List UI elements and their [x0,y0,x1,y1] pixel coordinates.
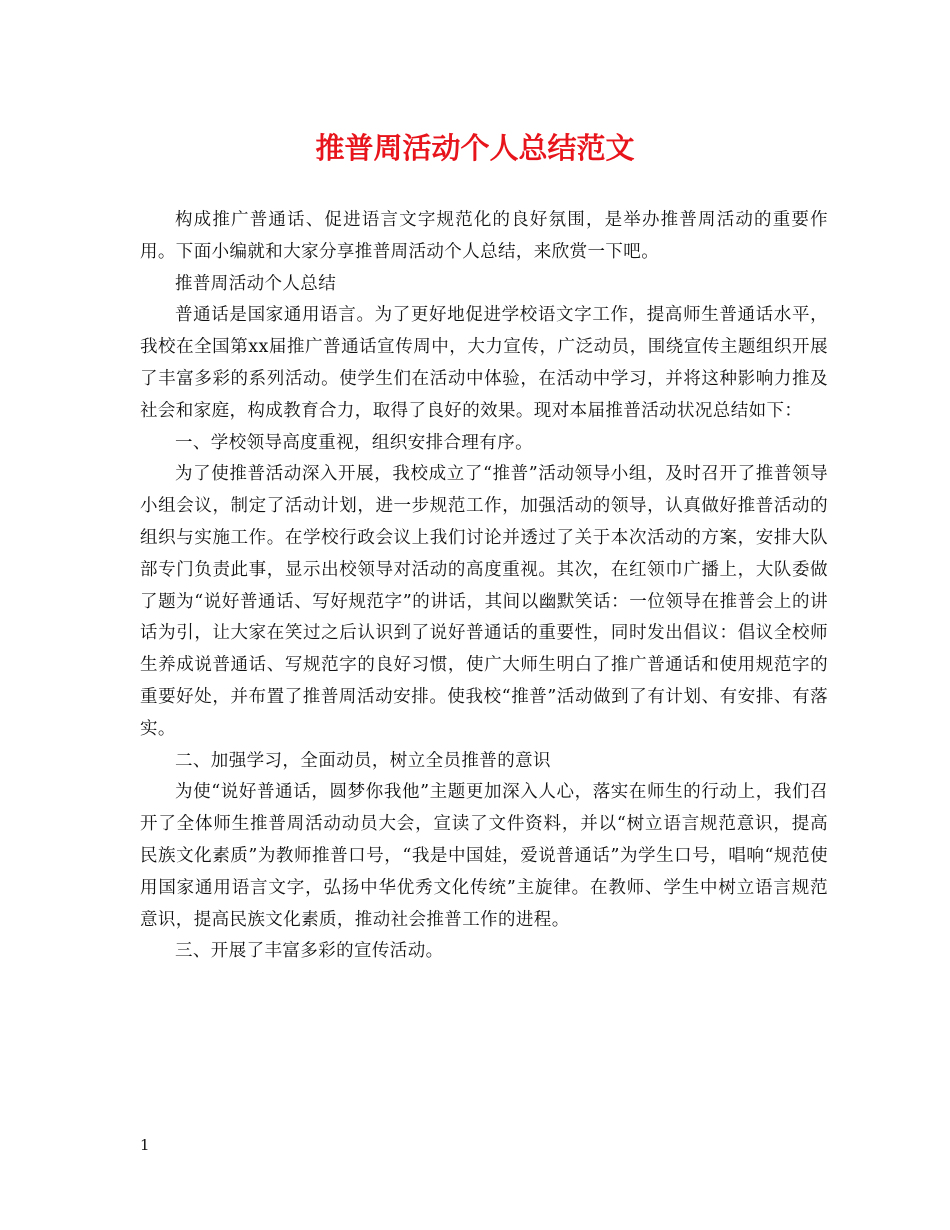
section-2-paragraph: 为使“说好普通话，圆梦你我他”主题更加深入人心，落实在师生的行动上，我们召开了全体师生推普周活动动员大会，宣读了文件资料，并以“树立语言规范意识，提高民族文化素质”为教师推普口号，“我是中国娃，爱说普通话”为学生口号，唱响“规范使用国家通用语言文字，弘扬中华优秀文化传统”主旋律。在教师、学生中树立语言规范意识，提高民族文化素质，推动社会推普工作的进程。 [140,782,828,930]
intro-paragraph: 构成推广普通话、促进语言文字规范化的良好氛围，是举办推普周活动的重要作用。下面小编就和大家分享推普周活动个人总结，来欣赏一下吧。 [140,210,828,262]
document-body [140,205,828,968]
document-title: 推普周活动个人总结范文 [315,131,635,165]
section-heading-1: 一、学校领导高度重视，组织安排合理有序。 [175,432,533,453]
section-heading-3: 三、开展了丰富多彩的宣传活动。 [175,941,444,962]
page-number: 1 [140,1136,150,1154]
section-1-paragraph: 为了使推普活动深入开展，我校成立了“推普”活动领导小组，及时召开了推普领导小组会议，制定了活动计划，进一步规范工作，加强活动的领导，认真做好推普活动的组织与实施工作。在学校行政会议上我们讨论并透过了关于本次活动的方案，安排大队部专门负责此事，显示出校领导对活动的高度重视。其次，在红领巾广播上，大队委做了题为“说好普通话、写好规范字”的讲话，其间以幽默笑话：一位领导在推普会上的讲话为引，让大家在笑过之后认识到了说好普通话的重要性，同时发出倡议：倡议全校师生养成说普通话、写规范字的良好习惯，使广大师生明白了推广普通话和使用规范字的重要好处，并布置了推普周活动安排。使我校“推普”活动做到了有计划、有安排、有落实。 [140,464,828,739]
section-heading-2: 二、加强学习，全面动员，树立全员推普的意识 [175,750,551,771]
section-heading-summary: 推普周活动个人总结 [175,273,337,294]
summary-paragraph: 普通话是国家通用语言。为了更好地促进学校语文字工作，提高师生普通话水平，我校在全国第xx届推广普通话宣传周中，大力宣传，广泛动员，围绕宣传主题组织开展了丰富多彩的系列活动。使学生们在活动中体验，在活动中学习，并将这种影响力推及社会和家庭，构成教育合力，取得了良好的效果。现对本届推普活动状况总结如下： [140,305,828,421]
